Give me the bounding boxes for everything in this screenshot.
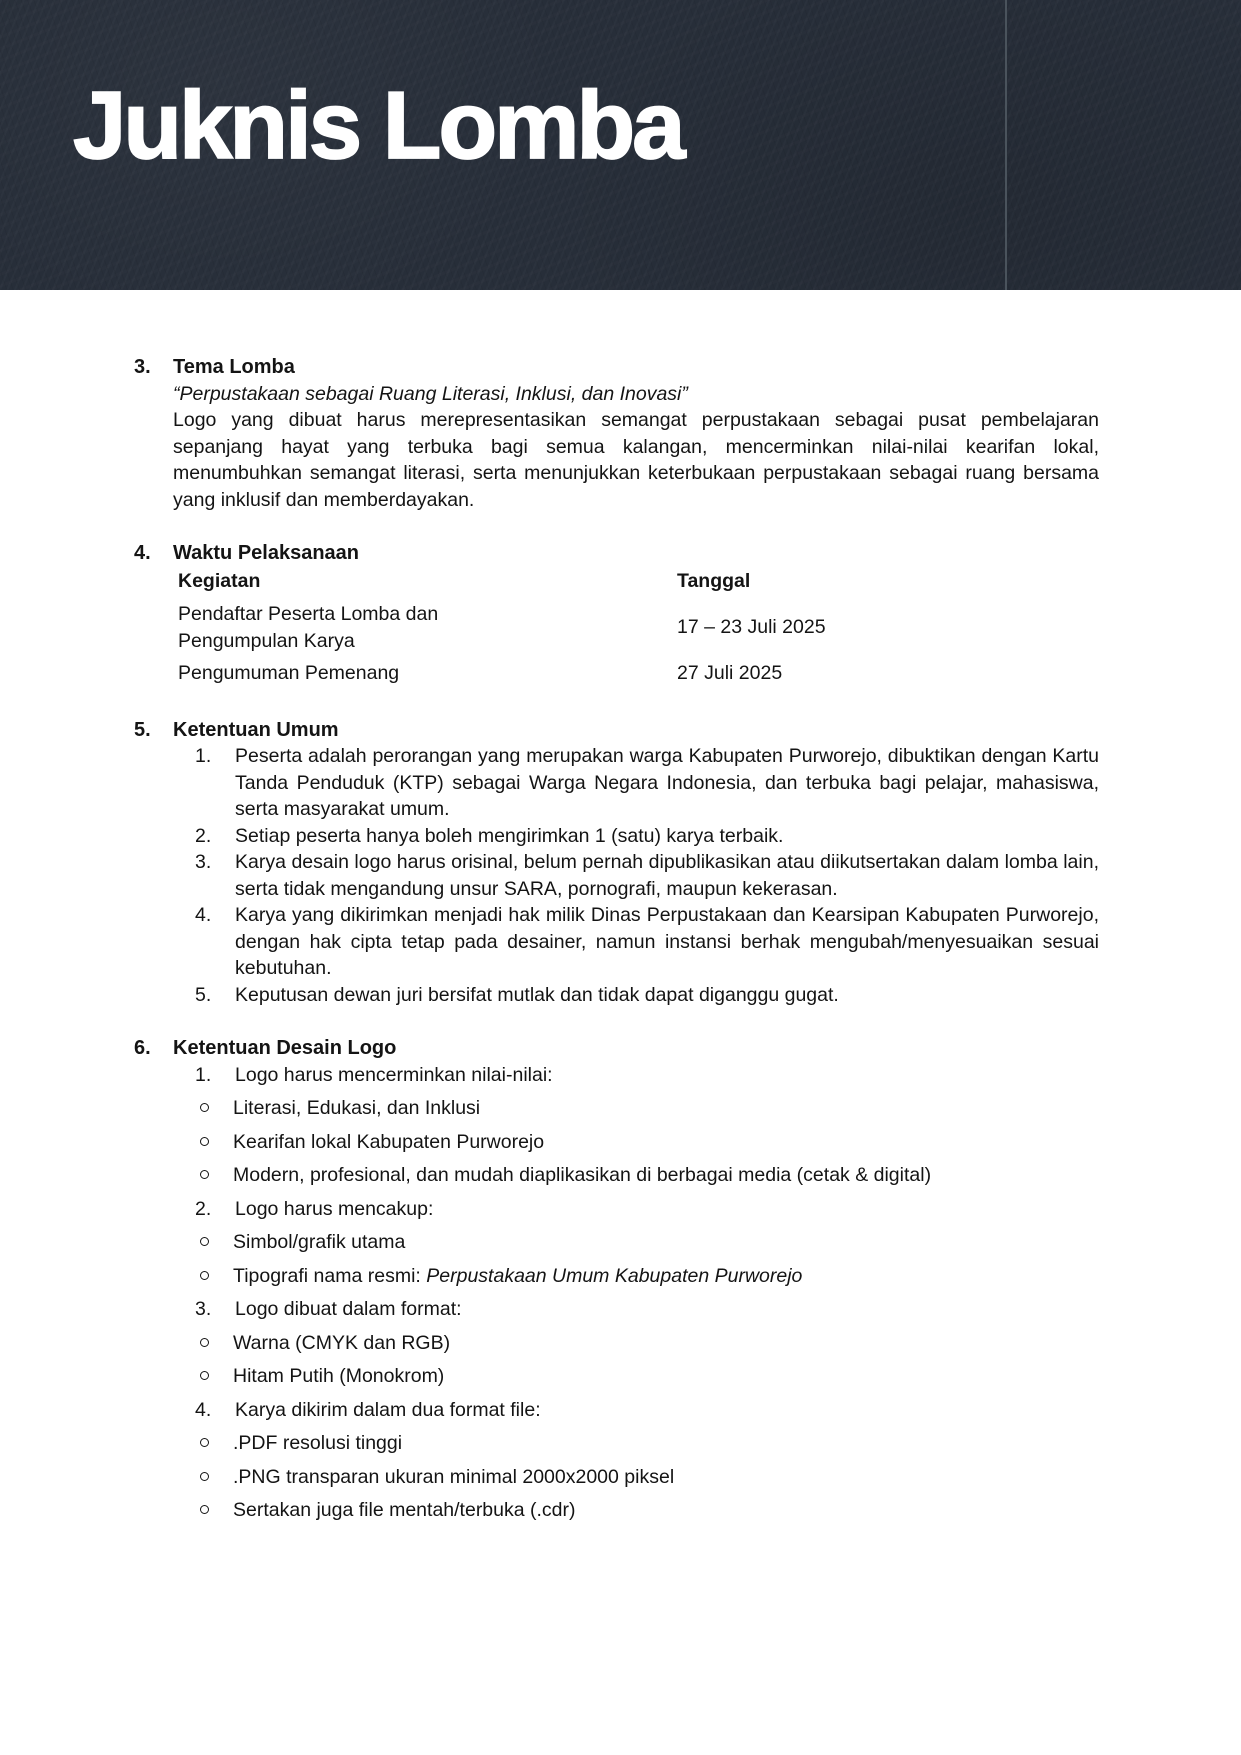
bullet-item xyxy=(200,1464,1099,1491)
item-number: 4. xyxy=(195,904,212,926)
list-item xyxy=(195,1196,1099,1223)
section-title: Waktu Pelaksanaan xyxy=(173,542,360,564)
column-header-date: Tanggal xyxy=(677,569,751,592)
list-item xyxy=(195,823,1099,850)
item-text: Peserta adalah perorangan yang merupakan warga Kabupaten Purworejo, dibuktikan dengan Kartu Tanda Penduduk (KTP) sebagai Warga Negara Indonesia, dan terbuka bagi pelajar, mahasiswa, serta masyarakat umum. xyxy=(235,745,1099,820)
date-cell: 17 – 23 Juli 2025 xyxy=(677,616,826,639)
banner-divider-line xyxy=(1005,0,1007,290)
item-number: 2. xyxy=(195,1197,212,1220)
circle-bullet-icon xyxy=(200,1271,209,1280)
section-ketentuan-desain-logo xyxy=(134,1035,1099,1524)
section-number: 5. xyxy=(134,718,151,741)
list-item xyxy=(195,849,1099,902)
list-item xyxy=(195,1296,1099,1323)
bullet-item xyxy=(200,1129,1099,1156)
document-body xyxy=(0,290,1241,1524)
table-row xyxy=(173,657,1099,690)
section-tema-lomba xyxy=(134,354,1099,513)
bullet-text: .PDF resolusi tinggi xyxy=(233,1432,403,1454)
bullet-item xyxy=(200,1263,1099,1290)
section-content xyxy=(173,1062,1099,1524)
section-title: Ketentuan Umum xyxy=(173,718,339,741)
item-number: 4. xyxy=(195,1398,212,1421)
circle-bullet-icon xyxy=(200,1472,209,1481)
page-title: Juknis Lomba xyxy=(73,72,683,179)
column-header-activity: Kegiatan xyxy=(178,569,261,592)
item-text: Karya yang dikirimkan menjadi hak milik Dinas Perpustakaan dan Kearsipan Kabupaten Purworejo, dengan hak cipta tetap pada desainer, namun instansi berhak mengubah/menyesuaikan sesuai kebutuhan. xyxy=(235,904,1099,979)
circle-bullet-icon xyxy=(200,1170,209,1179)
item-number: 3. xyxy=(195,1298,212,1320)
section-waktu-pelaksanaan xyxy=(134,540,1099,690)
item-text: Setiap peserta hanya boleh mengirimkan 1 (satu) karya terbaik. xyxy=(235,824,784,847)
circle-bullet-icon xyxy=(200,1137,209,1146)
bullet-text: Hitam Putih (Monokrom) xyxy=(233,1365,445,1387)
item-number: 5. xyxy=(195,983,212,1006)
section-content xyxy=(173,381,1099,514)
section-content xyxy=(173,743,1099,1008)
section-heading xyxy=(134,1035,1099,1062)
bullet-text xyxy=(233,1263,1099,1290)
bullet-item xyxy=(200,1330,1099,1357)
bullet-item xyxy=(200,1162,1099,1189)
bullet-item xyxy=(200,1363,1099,1390)
list-item xyxy=(195,1062,1099,1089)
item-text: Karya desain logo harus orisinal, belum pernah dipublikasikan atau diikutsertakan dalam lomba lain, serta tidak mengandung unsur SARA, pornografi, maupun kekerasan. xyxy=(235,851,1099,900)
item-text: Keputusan dewan juri bersifat mutlak dan tidak dapat diganggu gugat. xyxy=(235,983,839,1006)
section-title: Tema Lomba xyxy=(173,356,295,378)
table-header-row xyxy=(173,567,1099,599)
section-title: Ketentuan Desain Logo xyxy=(173,1037,397,1059)
date-cell: 27 Juli 2025 xyxy=(677,662,783,684)
bullet-text-prefix: Tipografi nama resmi: xyxy=(233,1264,427,1287)
item-number: 1. xyxy=(195,1063,212,1086)
circle-bullet-icon xyxy=(200,1338,209,1347)
list-item xyxy=(195,743,1099,823)
theme-paragraph: Logo yang dibuat harus merepresentasikan semangat perpustakaan sebagai pusat pembelajaran sepanjang hayat yang terbuka bagi semua kalangan, mencerminkan nilai-nilai kearifan lokal, menumbuhkan semangat literasi, serta menunjukkan keterbukaan perpustakaan sebagai ruang bersama yang inklusif dan memberdayakan. xyxy=(173,409,1099,511)
circle-bullet-icon xyxy=(200,1371,209,1380)
item-number: 3. xyxy=(195,851,212,873)
section-heading xyxy=(134,354,1099,381)
circle-bullet-icon xyxy=(200,1237,209,1246)
section-ketentuan-umum xyxy=(134,717,1099,1009)
bullet-item xyxy=(200,1095,1099,1122)
list-item xyxy=(195,902,1099,982)
bullet-item xyxy=(200,1497,1099,1524)
bullet-text: Warna (CMYK dan RGB) xyxy=(233,1331,451,1354)
bullet-item xyxy=(200,1229,1099,1256)
section-heading xyxy=(134,540,1099,567)
section-number: 6. xyxy=(134,1037,151,1059)
table-row xyxy=(173,598,1099,657)
header-banner xyxy=(0,0,1241,290)
list-item xyxy=(195,1397,1099,1424)
bullet-text: Modern, profesional, dan mudah diaplikasikan di berbagai media (cetak & digital) xyxy=(233,1164,932,1186)
item-number: 2. xyxy=(195,824,212,847)
theme-quote: “Perpustakaan sebagai Ruang Literasi, Inklusi, dan Inovasi” xyxy=(173,382,688,405)
item-text: Logo dibuat dalam format: xyxy=(235,1298,462,1320)
circle-bullet-icon xyxy=(200,1438,209,1447)
circle-bullet-icon xyxy=(200,1103,209,1112)
bullet-text: .PNG transparan ukuran minimal 2000x2000 piksel xyxy=(233,1465,675,1488)
bullet-text: Literasi, Edukasi, dan Inklusi xyxy=(233,1097,481,1119)
schedule-table xyxy=(173,567,1099,690)
section-number: 4. xyxy=(134,542,151,564)
item-number: 1. xyxy=(195,745,212,767)
bullet-item xyxy=(200,1430,1099,1457)
bullet-text: Kearifan lokal Kabupaten Purworejo xyxy=(233,1130,545,1153)
activity-cell: Pendaftar Peserta Lomba dan Pengumpulan Karya xyxy=(178,603,439,652)
list-item xyxy=(195,982,1099,1009)
section-heading xyxy=(134,717,1099,744)
circle-bullet-icon xyxy=(200,1505,209,1514)
section-number: 3. xyxy=(134,356,151,378)
item-text: Logo harus mencakup: xyxy=(235,1197,434,1220)
item-text: Logo harus mencerminkan nilai-nilai: xyxy=(235,1063,553,1086)
bullet-text-italic: Perpustakaan Umum Kabupaten Purworejo xyxy=(426,1264,803,1287)
activity-cell: Pengumuman Pemenang xyxy=(178,662,400,684)
bullet-text: Simbol/grafik utama xyxy=(233,1231,406,1253)
item-text: Karya dikirim dalam dua format file: xyxy=(235,1398,541,1421)
bullet-text: Sertakan juga file mentah/terbuka (.cdr) xyxy=(233,1499,576,1521)
